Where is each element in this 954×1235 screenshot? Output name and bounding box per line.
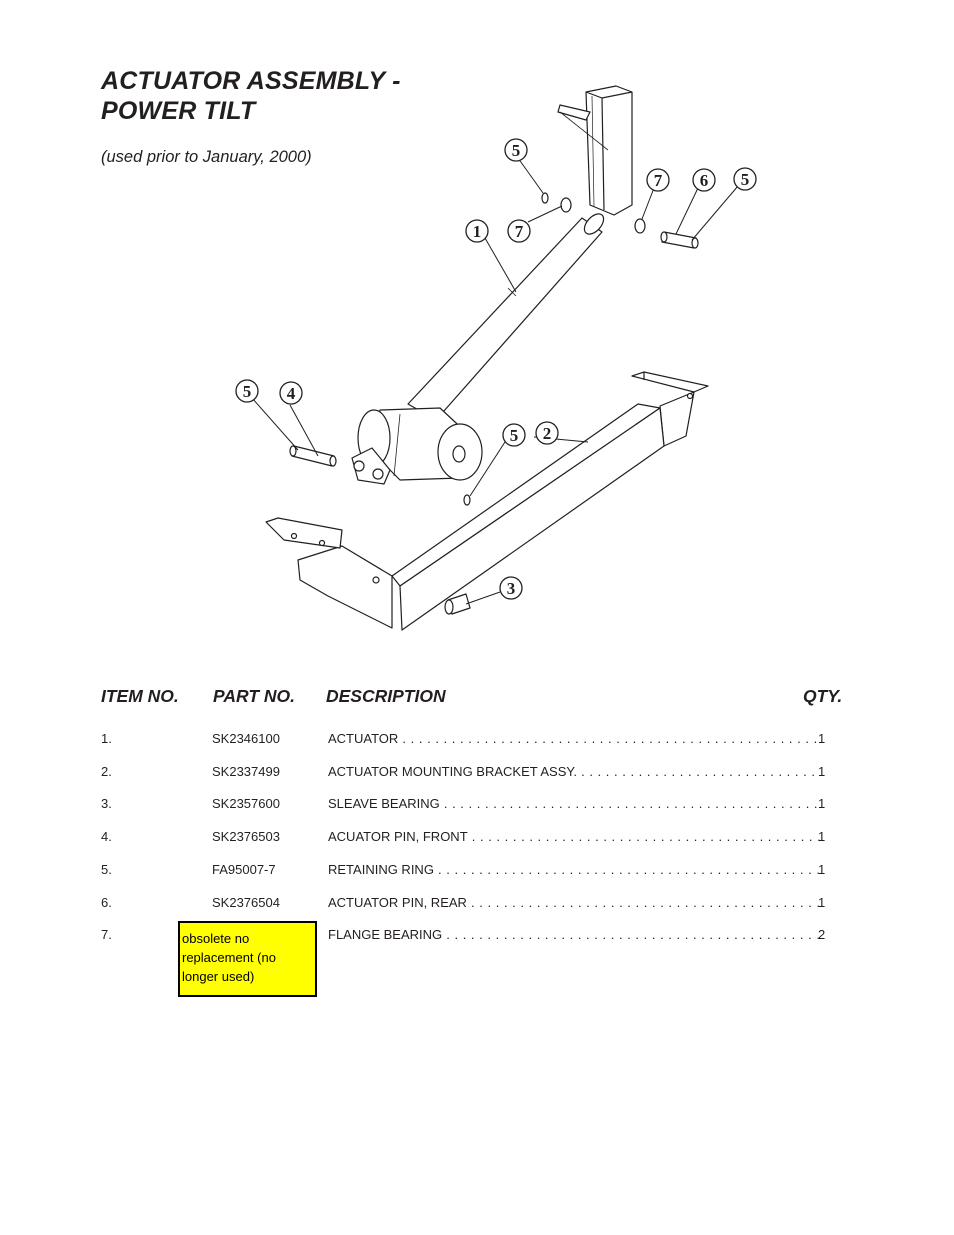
obsolete-note: obsolete no replacement (no longer used) [178, 921, 317, 997]
callout-5-left [236, 380, 258, 402]
callout-4 [280, 382, 302, 404]
svg-text:5: 5 [740, 170, 750, 189]
item-no: 4. [101, 829, 112, 844]
item-no: 6. [101, 895, 112, 910]
part-no: FA95007-7 [212, 862, 276, 877]
qty: 2 [818, 927, 826, 942]
svg-text:5: 5 [509, 426, 519, 445]
table-row [0, 895, 954, 919]
callout-2 [536, 422, 558, 444]
part-no: SK2376503 [212, 829, 280, 844]
actuator [352, 210, 607, 484]
qty: 1 [818, 829, 826, 844]
qty: 1 [818, 731, 826, 746]
description: ACUATOR PIN, FRONT . . . [328, 829, 820, 844]
description: RETAINING RING . . . [328, 862, 820, 877]
qty: 1 [818, 862, 826, 877]
callout-5-top [505, 139, 527, 161]
page-title-line1: ACTUATOR ASSEMBLY - [101, 67, 401, 95]
table-row [0, 796, 954, 820]
qty: 1 [818, 895, 826, 910]
page-subtitle: (used prior to January, 2000) [101, 148, 312, 166]
item-no: 1. [101, 731, 112, 746]
item-no: 3. [101, 796, 112, 811]
svg-text:5: 5 [511, 141, 521, 160]
description: ACTUATOR . . . [328, 731, 820, 746]
header-qty: QTY. [803, 686, 843, 706]
table-row [0, 731, 954, 755]
callout-3 [500, 577, 522, 599]
table-row [0, 764, 954, 788]
header-description: DESCRIPTION [326, 686, 446, 706]
exploded-parts-diagram [0, 60, 954, 650]
item-no: 5. [101, 862, 112, 877]
callout-1 [466, 220, 488, 242]
table-row [0, 829, 954, 853]
callout-5-middle [503, 424, 525, 446]
svg-text:7: 7 [514, 222, 524, 241]
svg-text:7: 7 [653, 171, 663, 190]
callout-7-left [508, 220, 530, 242]
header-item-no: ITEM NO. [101, 686, 179, 706]
part-no: SK2357600 [212, 796, 280, 811]
description: ACTUATOR PIN, REAR . . . [328, 895, 820, 910]
description: ACTUATOR MOUNTING BRACKET ASSY. . . . [328, 764, 820, 779]
callout-7-right [647, 169, 669, 191]
callout-5-right [734, 168, 756, 190]
qty: 1 [818, 796, 826, 811]
actuator-mounting-bracket [266, 372, 708, 630]
description: FLANGE BEARING . . . [328, 927, 820, 942]
svg-text:2: 2 [542, 424, 552, 443]
part-no: SK2346100 [212, 731, 280, 746]
svg-text:3: 3 [506, 579, 516, 598]
part-no: SK2337499 [212, 764, 280, 779]
svg-text:1: 1 [472, 222, 482, 241]
description: SLEAVE BEARING . . . [328, 796, 820, 811]
rear-mount-post [558, 86, 632, 215]
svg-text:4: 4 [286, 384, 296, 403]
qty: 1 [818, 764, 826, 779]
table-row [0, 862, 954, 886]
svg-text:6: 6 [699, 171, 709, 190]
table-row [0, 927, 954, 951]
item-no: 2. [101, 764, 112, 779]
svg-text:5: 5 [242, 382, 252, 401]
header-part-no: PART NO. [213, 686, 295, 706]
callout-6 [693, 169, 715, 191]
part-no: SK2376504 [212, 895, 280, 910]
page-title-line2: POWER TILT [101, 97, 256, 125]
item-no: 7. [101, 927, 112, 942]
